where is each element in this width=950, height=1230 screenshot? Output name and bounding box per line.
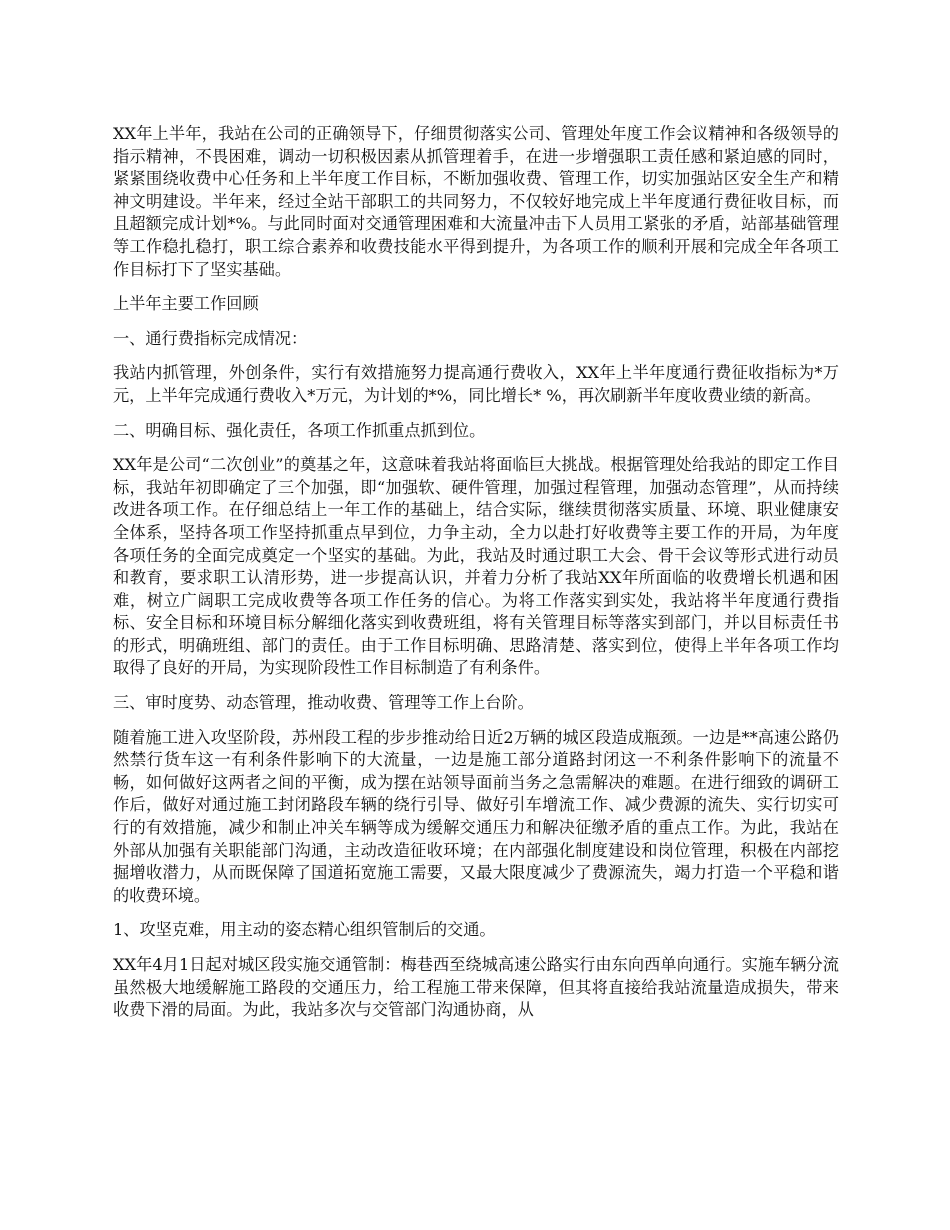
toll-target-paragraph: 我站内抓管理，外创条件，实行有效措施努力提高通行费收入，XX年上半年度通行费征收指标为*万元，上半年完成通行费收入*万元，为计划的*%，同比增长* %，再次刷新半年度收费业绩的新高。 — [113, 363, 839, 405]
subsection-heading-traffic-control: 1、攻坚克难，用主动的姿态精心组织管制后的交通。 — [113, 920, 496, 940]
section-heading-review: 上半年主要工作回顾 — [113, 294, 259, 314]
traffic-control-paragraph: XX年4月1日起对城区段实施交通管制：梅巷西至绕城高速公路实行由东向西单向通行。实施车辆分流虽然极大地缓解施工路段的交通压力，给工程施工带来保障，但其将直接给我站流量造成损失，带来收费下滑的局面。为此，我站多次与交管部门沟通协商，从 — [113, 955, 839, 1020]
section-heading-dynamic-management: 三、审时度势、动态管理，推动收费、管理等工作上台阶。 — [113, 693, 534, 713]
intro-paragraph: XX年上半年，我站在公司的正确领导下，仔细贯彻落实公司、管理处年度工作会议精神和各级领导的指示精神，不畏困难，调动一切积极因素从抓管理着手，在进一步增强职工责任感和紧迫感的同时，紧紧围绕收费中心任务和上半年度工作目标，不断加强收费、管理工作，切实加强站区安全生产和精神文明建设。半年来，经过全站干部职工的共同努力，不仅较好地完成上半年度通行费征收目标，而且超额完成计划*%。与此同时面对交通管理困难和大流量冲击下人员用工紧张的矛盾，站部基础管理等工作稳扎稳打，职工综合素养和收费技能水平得到提升，为各项工作的顺利开展和完成全年各项工作目标打下了坚实基础。 — [113, 124, 839, 279]
document-body — [113, 123, 839, 1034]
section-heading-toll-target: 一、通行费指标完成情况： — [113, 328, 308, 348]
dynamic-management-paragraph: 随着施工进入攻坚阶段，苏州段工程的步步推动给日近2万辆的城区段造成瓶颈。一边是**高速公路仍然禁行货车这一有利条件影响下的大流量，一边是施工部分道路封闭这一不利条件影响下的流量不畅，如何做好这两者之间的平衡，成为摆在站领导面前当务之急需解决的难题。在进行细致的调研工作后，做好对通过施工封闭路段车辆的绕行引导、做好引车增流工作、减少费源的流失、实行切实可行的有效措施，减少和制止冲关车辆等成为缓解交通压力和解决征缴矛盾的重点工作。为此，我站在外部从加强有关职能部门沟通，主动改造征收环境；在内部强化制度建设和岗位管理，积极在内部挖掘增收潜力，从而既保障了国道拓宽施工需要，又最大限度减少了费源流失，竭力打造一个平稳和谐的收费环境。 — [113, 727, 839, 905]
goals-paragraph: XX年是公司“二次创业”的奠基之年，这意味着我站将面临巨大挑战。根据管理处给我站的即定工作目标，我站年初即确定了三个加强，即“加强软、硬件管理，加强过程管理，加强动态管理”，从而持续改进各项工作。在仔细总结上一年工作的基础上，结合实际，继续贯彻落实质量、环境、职业健康安全体系，坚持各项工作坚持抓重点早到位，力争主动，全力以赴打好收费等主要工作的开局，为年度各项任务的全面完成奠定一个坚实的基础。为此，我站及时通过职工大会、骨干会议等形式进行动员和教育，要求职工认清形势，进一步提高认识，并着力分析了我站XX年所面临的收费增长机遇和困难，树立广阔职工完成收费等各项工作任务的信心。为将工作落实到实处，我站将半年度通行费指标、安全目标和环境目标分解细化落实到收费班组，将有关管理目标等落实到部门，并以目标责任书的形式，明确班组、部门的责任。由于工作目标明确、思路清楚、落实到位，使得上半年各项工作均取得了良好的开局，为实现阶段性工作目标制造了有利条件。 — [113, 455, 839, 678]
section-heading-goals: 二、明确目标、强化责任，各项工作抓重点抓到位。 — [113, 420, 486, 440]
